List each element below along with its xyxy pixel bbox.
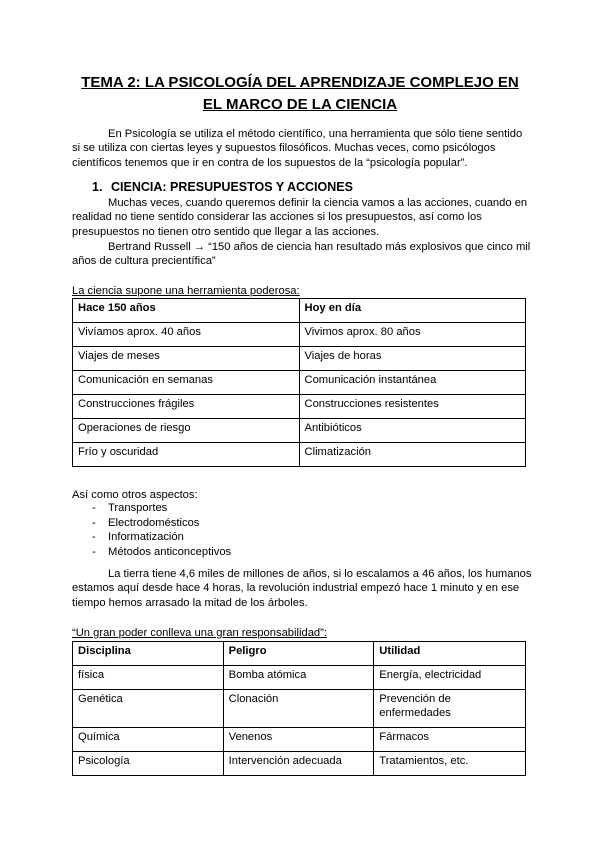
table-row (73, 666, 526, 690)
title-line-2: EL MARCO DE LA CIENCIA (202, 96, 398, 113)
table-cell: Tratamientos, etc. (374, 752, 526, 776)
table-row (73, 347, 526, 371)
list-bullet: - (92, 516, 96, 529)
table-header-row (73, 642, 526, 666)
table-header-cell: Disciplina (73, 642, 224, 666)
table-row (73, 395, 526, 419)
list-bullet: - (92, 502, 96, 514)
table-cell: Viajes de meses (73, 347, 300, 371)
list-item-text: Informatización (108, 531, 184, 544)
list-item (72, 530, 231, 545)
table-cell: Fármacos (374, 728, 526, 752)
table-cell: Construcciones frágiles (73, 395, 300, 419)
list-item-text: Métodos anticonceptivos (108, 545, 232, 558)
list-item-text: Transportes (108, 502, 168, 514)
list-item-text: Electrodomésticos (108, 516, 200, 529)
list-item (72, 545, 231, 560)
table-header-cell: Hoy en día (299, 299, 526, 323)
table-cell: Frío y oscuridad (73, 443, 300, 467)
table-row (73, 690, 526, 728)
list-bullet: - (92, 531, 96, 544)
list-item (72, 501, 231, 516)
table1-caption: La ciencia supone una herramienta poderosa: (72, 285, 300, 297)
table-cell: física (73, 666, 224, 690)
aspects-list (72, 501, 231, 559)
table-cell: Genética (73, 690, 224, 728)
aspects-intro: Así como otros aspectos: (72, 489, 198, 501)
table-cell: Comunicación en semanas (73, 371, 300, 395)
table-cell: Psicología (73, 752, 224, 776)
table-cell: Climatización (299, 443, 526, 467)
table-cell: Venenos (223, 728, 374, 752)
table-header-row (73, 299, 526, 323)
table-row (73, 443, 526, 467)
section-heading (92, 180, 353, 194)
table2-caption: “Un gran poder conlleva una gran responsabilidad”: (72, 627, 327, 639)
table-cell: Vivimos aprox. 80 años (299, 323, 526, 347)
table-cell: Clonación (223, 690, 374, 728)
table-row (73, 371, 526, 395)
table-cell: Comunicación instantánea (299, 371, 526, 395)
science-power-table (72, 298, 526, 467)
table-header-cell: Hace 150 años (73, 299, 300, 323)
table-cell: Viajes de horas (299, 347, 526, 371)
section-paragraph: Muchas veces, cuando queremos definir la ciencia vamos a las acciones, cuando en realidad no tiene sentido considerar las acciones si los presupuestos, así como los presupuestos no tienen otro sentido que llegar a las acciones. (72, 197, 528, 238)
table-cell: Prevención de enfermedades (374, 690, 526, 728)
table-cell: Vivíamos aprox. 40 años (73, 323, 300, 347)
table-row (73, 752, 526, 776)
table-cell: Construcciones resistentes (299, 395, 526, 419)
table-cell: Intervención adecuada (223, 752, 374, 776)
section-number: 1. (92, 180, 103, 194)
list-bullet: - (92, 545, 96, 558)
table-row (73, 323, 526, 347)
document-title (60, 72, 540, 116)
intro-paragraph: En Psicología se utiliza el método científico, una herramienta que sólo tiene sentido si se utiliza con ciertas leyes y supuestos filosóficos. Muchas veces, como psicólogos científicos tenemos que ir en contra de los supuestos de la “psicología popular”. (72, 128, 523, 169)
earth-scale-paragraph: La tierra tiene 4,6 miles de millones de años, si lo escalamos a 46 años, los humanos estamos aquí desde hace 4 horas, la revolución industrial empezó hace 1 minuto y en ese tiempo hemos arrasado la mitad de los árboles. (72, 568, 532, 609)
table-cell: Antibióticos (299, 419, 526, 443)
russell-quote: Bertrand Russell → “150 años de ciencia han resultado más explosivos que cinco mil años de cultura precientífica” (72, 241, 531, 268)
responsibility-table (72, 641, 526, 776)
table-header-cell: Utilidad (374, 642, 526, 666)
list-item (72, 516, 231, 531)
table-row (73, 419, 526, 443)
table-row (73, 728, 526, 752)
section-heading-text: CIENCIA: PRESUPUESTOS Y ACCIONES (111, 180, 353, 194)
table-cell: Bomba atómica (223, 666, 374, 690)
table-header-cell: Peligro (223, 642, 374, 666)
table-cell: Química (73, 728, 224, 752)
table-cell: Operaciones de riesgo (73, 419, 300, 443)
title-line-1: TEMA 2: LA PSICOLOGÍA DEL APRENDIZAJE COMPLEJO EN (81, 74, 519, 91)
table-cell: Energía, electricidad (374, 666, 526, 690)
